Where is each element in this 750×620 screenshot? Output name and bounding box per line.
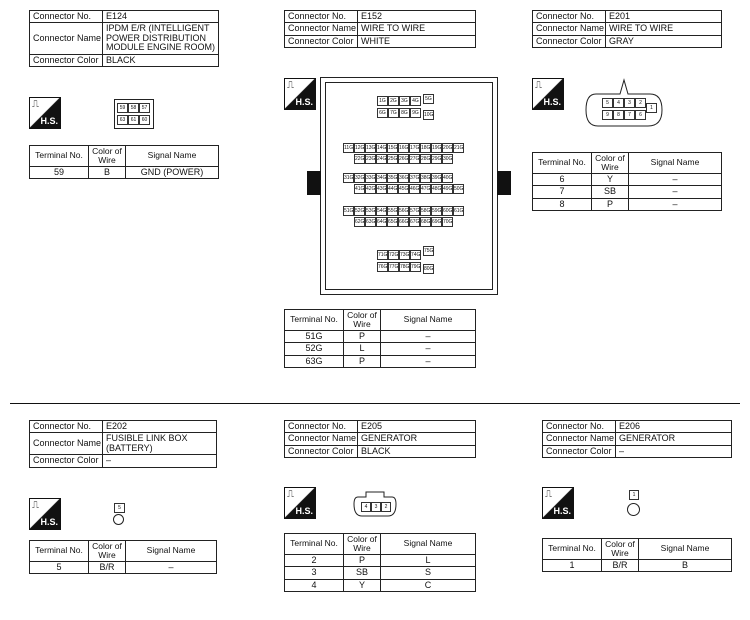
signal-name: S [381, 567, 476, 579]
pin: 69G [432, 219, 442, 225]
pin: 40G [443, 175, 453, 181]
table-row [533, 186, 722, 198]
signal-name: – [629, 198, 722, 210]
pin: 71G [378, 252, 388, 258]
pin: 70G [443, 219, 453, 225]
terminal-no-header: Terminal No. [285, 534, 344, 555]
pin: 12G [355, 145, 365, 151]
connector-name-value: WIRE TO WIRE [358, 23, 476, 35]
connector-no-value: E206 [616, 421, 732, 433]
connector-color-value: WHITE [358, 35, 476, 47]
pin: 38G [421, 175, 431, 181]
pin: 67G [410, 219, 420, 225]
pin: 57 [139, 103, 150, 113]
pin: 49G [443, 186, 453, 192]
pin: 66G [399, 219, 409, 225]
wire-color: Y [592, 173, 629, 185]
connector-color-label: Connector Color [285, 35, 358, 47]
connector-color-value: GRAY [606, 35, 722, 47]
terminal-no: 8 [533, 198, 592, 210]
pin: 37G [410, 175, 420, 181]
wire-color: P [344, 554, 381, 566]
pin: 25G [388, 156, 398, 162]
pin: 68G [421, 219, 431, 225]
pin: 51G [344, 208, 354, 214]
pin: 4 [613, 98, 624, 108]
pin: 60 [139, 115, 150, 125]
terminal-no: 59 [30, 166, 89, 178]
connector-no-label: Connector No. [543, 421, 616, 433]
pin: 28G [421, 156, 431, 162]
hs-icon [29, 498, 61, 530]
table-row [543, 559, 732, 571]
wire-color-header: Color of Wire [344, 310, 381, 331]
pin: 57G [410, 208, 420, 214]
connector-no-label: Connector No. [533, 11, 606, 23]
table-row [285, 567, 476, 579]
terminal-no: 1 [543, 559, 602, 571]
terminal-no-header: Terminal No. [533, 153, 592, 174]
signal-name: C [381, 579, 476, 591]
wire-color: SB [592, 186, 629, 198]
pin: 8G [399, 108, 410, 118]
signal-name: – [381, 355, 476, 367]
wire-color: Y [344, 579, 381, 591]
wire-color-header: Color of Wire [344, 534, 381, 555]
pin: 2G [388, 96, 399, 106]
connector-no-value: E124 [103, 11, 219, 23]
pin: 55G [388, 208, 398, 214]
pin: 6G [377, 108, 388, 118]
pin: 58 [128, 103, 139, 113]
wire-color-header: Color of Wire [89, 146, 126, 167]
pin: 47G [421, 186, 431, 192]
pin: 7G [388, 108, 399, 118]
terminal-no: 52G [285, 343, 344, 355]
wire-color: SB [344, 567, 381, 579]
pin: 17G [410, 145, 420, 151]
wire-color: B/R [602, 559, 639, 571]
pin: 19G [432, 145, 442, 151]
hs-label: H.S. [553, 506, 571, 516]
connector-no-value: E202 [103, 421, 217, 433]
pin: 46G [410, 186, 420, 192]
wire-color: P [592, 198, 629, 210]
pin: 61G [454, 208, 464, 214]
pin: 45G [399, 186, 409, 192]
connector-name-value: GENERATOR [358, 433, 476, 445]
pin: 3G [399, 96, 410, 106]
hs-label: H.S. [295, 97, 313, 107]
table-row [30, 561, 217, 573]
pin: 31G [344, 175, 354, 181]
connector-color-label: Connector Color [285, 445, 358, 457]
pin: 73G [400, 252, 410, 258]
pin: 9G [410, 108, 421, 118]
pin: 1 [646, 103, 657, 113]
pin: 24G [377, 156, 387, 162]
pin: 54G [377, 208, 387, 214]
connector-color-label: Connector Color [30, 54, 103, 66]
pin: 14G [377, 145, 387, 151]
pin: 9 [602, 110, 613, 120]
wire-color: P [344, 330, 381, 342]
connector-color-value: BLACK [358, 445, 476, 457]
ring-terminal-icon [627, 503, 640, 516]
connector-name-label: Connector Name [285, 23, 358, 35]
wire-color-header: Color of Wire [602, 539, 639, 560]
connector-color-label: Connector Color [533, 35, 606, 47]
connector-no-label: Connector No. [30, 421, 103, 433]
table-row [285, 343, 476, 355]
pin: 80G [424, 266, 434, 272]
pin: 48G [432, 186, 442, 192]
pin: 20G [443, 145, 453, 151]
pin: 62G [355, 219, 365, 225]
pin: 58G [421, 208, 431, 214]
pin: 29G [432, 156, 442, 162]
hs-icon [284, 78, 316, 110]
pin: 53G [366, 208, 376, 214]
connector-no-label: Connector No. [285, 421, 358, 433]
table-row [285, 554, 476, 566]
connector-no-value: E201 [606, 11, 722, 23]
pin: 65G [388, 219, 398, 225]
connector-no-value: E152 [358, 11, 476, 23]
hs-icon [29, 97, 61, 129]
signal-name: – [629, 173, 722, 185]
pin: 3 [371, 502, 381, 512]
pin: 35G [388, 175, 398, 181]
pin: 61 [128, 115, 139, 125]
connector-color-label: Connector Color [30, 455, 103, 467]
pin: 4 [361, 502, 371, 512]
connector-no-label: Connector No. [285, 11, 358, 23]
harness-side-icon: ⎍ [287, 489, 294, 500]
hs-label: H.S. [295, 506, 313, 516]
signal-name: – [629, 186, 722, 198]
e124-connector-face [114, 99, 154, 129]
harness-side-icon: ⎍ [32, 500, 39, 511]
pin: 16G [399, 145, 409, 151]
terminal-no: 5 [30, 561, 89, 573]
pin: 36G [399, 175, 409, 181]
signal-name: – [126, 561, 217, 573]
pin: 2 [635, 98, 646, 108]
table-row [533, 198, 722, 210]
pin: 43G [377, 186, 387, 192]
table-row [533, 173, 722, 185]
pin: 2 [381, 502, 391, 512]
pin: 76G [378, 264, 388, 270]
terminal-no-header: Terminal No. [543, 539, 602, 560]
terminal-no: 2 [285, 554, 344, 566]
connector-name-value: GENERATOR [616, 433, 732, 445]
pin: 8 [613, 110, 624, 120]
pin: 74G [411, 252, 421, 258]
connector-name-value: IPDM E/R (INTELLIGENT POWER DISTRIBUTION MODULE ENGINE ROOM) [103, 23, 219, 54]
section-divider [10, 403, 740, 404]
harness-side-icon: ⎍ [287, 80, 294, 91]
pin: 10G [424, 112, 434, 118]
pin: 5 [602, 98, 613, 108]
signal-name-header: Signal Name [381, 534, 476, 555]
pin: 5G [423, 94, 434, 104]
hs-label: H.S. [40, 517, 58, 527]
pin: 7 [624, 110, 635, 120]
pin: 34G [377, 175, 387, 181]
signal-name-header: Signal Name [381, 310, 476, 331]
e124-connector-info [29, 10, 219, 67]
connector-color-value: – [103, 455, 217, 467]
terminal-no: 51G [285, 330, 344, 342]
harness-side-icon: ⎍ [535, 80, 542, 91]
connector-name-label: Connector Name [30, 433, 103, 455]
pin: 44G [388, 186, 398, 192]
signal-name: – [381, 330, 476, 342]
e201-connector-info [532, 10, 722, 48]
terminal-no: 63G [285, 355, 344, 367]
table-row [285, 355, 476, 367]
pin: 23G [366, 156, 376, 162]
pin: 56G [399, 208, 409, 214]
connector-color-label: Connector Color [543, 445, 616, 457]
terminal-no: 4 [285, 579, 344, 591]
pin: 72G [389, 252, 399, 258]
pin: 64G [377, 219, 387, 225]
e202-connector-info [29, 420, 217, 468]
e205-connector-info [284, 420, 476, 458]
terminal-no: 7 [533, 186, 592, 198]
e205-terminal-table [284, 533, 476, 592]
wire-color-header: Color of Wire [592, 153, 629, 174]
signal-name: – [381, 343, 476, 355]
wire-color-header: Color of Wire [89, 541, 126, 562]
terminal-no-header: Terminal No. [285, 310, 344, 331]
pin: 75G [424, 248, 434, 254]
pin: 60G [443, 208, 453, 214]
connector-name-label: Connector Name [543, 433, 616, 445]
pin: 22G [355, 156, 365, 162]
wire-color: B/R [89, 561, 126, 573]
pin: 59 [117, 103, 128, 113]
e202-terminal-table [29, 540, 217, 574]
pin: 42G [366, 186, 376, 192]
e152-connector-face [320, 77, 498, 295]
pin: 1G [377, 96, 388, 106]
table-row [285, 579, 476, 591]
connector-name-value: FUSIBLE LINK BOX (BATTERY) [103, 433, 217, 455]
hs-icon [532, 78, 564, 110]
wire-color: P [344, 355, 381, 367]
harness-side-icon: ⎍ [545, 489, 552, 500]
pin: 78G [400, 264, 410, 270]
ring-terminal-icon [113, 514, 124, 525]
e206-terminal-table [542, 538, 732, 572]
table-row [30, 166, 219, 178]
e152-terminal-table [284, 309, 476, 368]
signal-name: B [639, 559, 732, 571]
connector-name-label: Connector Name [533, 23, 606, 35]
wire-color: L [344, 343, 381, 355]
hs-label: H.S. [543, 97, 561, 107]
connector-color-value: – [616, 445, 732, 457]
signal-name-header: Signal Name [629, 153, 722, 174]
pin: 5 [114, 503, 125, 513]
connector-name-label: Connector Name [285, 433, 358, 445]
pin: 27G [410, 156, 420, 162]
pin: 79G [411, 264, 421, 270]
terminal-no: 6 [533, 173, 592, 185]
e124-terminal-table [29, 145, 219, 179]
pin: 50G [454, 186, 464, 192]
pin: 30G [443, 156, 453, 162]
connector-color-value: BLACK [103, 54, 219, 66]
pin: 3 [624, 98, 635, 108]
connector-no-value: E205 [358, 421, 476, 433]
pin: 18G [421, 145, 431, 151]
e152-connector-info [284, 10, 476, 48]
pin: 11G [344, 145, 354, 151]
hs-label: H.S. [40, 116, 58, 126]
latch [497, 171, 511, 195]
e206-connector-info [542, 420, 732, 458]
pin: 63G [366, 219, 376, 225]
pin: 63 [117, 115, 128, 125]
signal-name: GND (POWER) [126, 166, 219, 178]
connector-no-label: Connector No. [30, 11, 103, 23]
wire-color: B [89, 166, 126, 178]
signal-name-header: Signal Name [126, 146, 219, 167]
pin: 1 [629, 490, 639, 500]
pin: 33G [366, 175, 376, 181]
harness-side-icon: ⎍ [32, 99, 39, 110]
pin: 26G [399, 156, 409, 162]
pin: 59G [432, 208, 442, 214]
terminal-no-header: Terminal No. [30, 146, 89, 167]
terminal-no-header: Terminal No. [30, 541, 89, 562]
table-row [285, 330, 476, 342]
connector-name-label: Connector Name [30, 23, 103, 54]
signal-name: L [381, 554, 476, 566]
signal-name-header: Signal Name [126, 541, 217, 562]
connector-name-value: WIRE TO WIRE [606, 23, 722, 35]
signal-name-header: Signal Name [639, 539, 732, 560]
pin: 41G [355, 186, 365, 192]
pin: 77G [389, 264, 399, 270]
hs-icon [542, 487, 574, 519]
pin: 4G [410, 96, 421, 106]
e201-terminal-table [532, 152, 722, 211]
pin: 39G [432, 175, 442, 181]
pin: 21G [454, 145, 464, 151]
latch [307, 171, 321, 195]
pin: 15G [388, 145, 398, 151]
pin: 52G [355, 208, 365, 214]
pin: 6 [635, 110, 646, 120]
pin: 13G [366, 145, 376, 151]
terminal-no: 3 [285, 567, 344, 579]
hs-icon [284, 487, 316, 519]
pin: 32G [355, 175, 365, 181]
